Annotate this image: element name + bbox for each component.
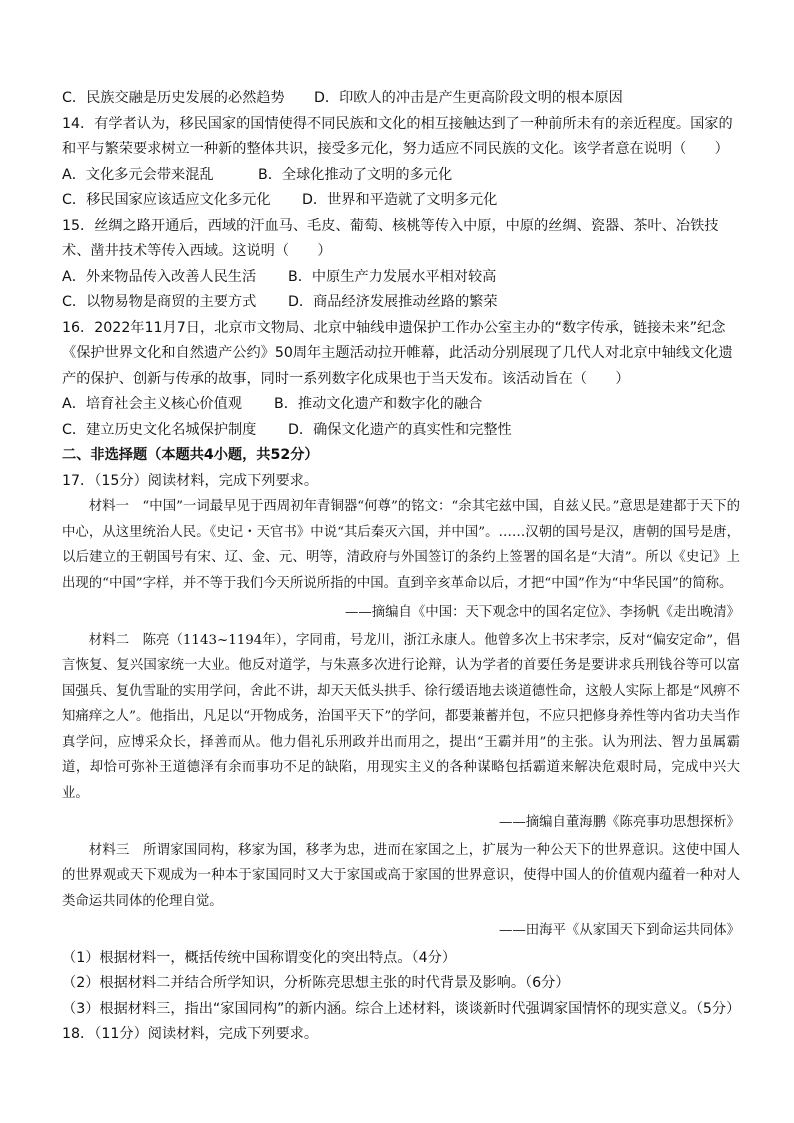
q14-option-c: C．移民国家应该适应文化多元化 [62, 192, 271, 208]
q16-option-c: C．建立历史文化名城保护制度 [62, 421, 257, 438]
q16-option-d: D．确保文化遗产的真实性和完整性 [288, 421, 512, 438]
q13-option-d: D．印欧人的冲击是产生更高阶段文明的根本原因 [314, 90, 623, 106]
q17-material-1: 材料一 “中国”一词最早见于西周初年青铜器“何尊”的铭文：“余其宅兹中国，自兹乂民。”意思是建都于天下的中心，从这里统治人民。《史记・天官书》中说“其后秦灭六国，并中国”。……汉朝的国号是汉，唐朝的国号是唐，以后建立的王朝国号有宋、辽、金、元、明等，清政府与外国签订的条约上签署的国名是“大清”。所以《史记》上出现的“中国”字样，并不等于我们今天所说所指的中国。直到辛亥革命以后，才把“中国”作为“中华民国”的简称。 [62, 499, 740, 591]
q17-requirement-2: （2）根据材料二并结合所学知识，分析陈亮思想主张的时代背景及影响。（6分） [62, 975, 570, 991]
q14-option-b: B．全球化推动了文明的多元化 [258, 166, 453, 183]
q18-stem: 18．（11分）阅读材料，完成下列要求。 [62, 1026, 319, 1042]
q15-stem: 15．丝绸之路开通后，西域的汗血马、毛皮、葡萄、核桃等传入中原，中原的丝绸、瓷器、茶叶、冶铁技术、凿井技术等传入西域。这说明（ ） [62, 217, 719, 259]
q14-options-cd [62, 188, 740, 214]
q17-requirement-3: （3）根据材料三，指出“家国同构”的新内涵。综合上述材料，谈谈新时代强调家国情怀的现实意义。（5分） [62, 1000, 741, 1017]
q13-option-c: C．民族交融是历史发展的必然趋势 [62, 90, 285, 106]
q17-material-3: 材料三 所谓家国同构，移家为国，移孝为忠，进而在家国之上，扩展为一种公天下的世界意识。这使中国人的世界观或天下观成为一种本于家国同时又大于家国或高于家国的世界意识，使得中国人的价值观内蕴着一种对人类命运共同体的伦理自觉。 [62, 842, 740, 909]
q16-option-b: B．推动文化遗产和数字化的融合 [274, 396, 483, 412]
q14-option-a: A．文化多元会带来混乱 [62, 166, 214, 183]
section-heading: 二、非选择题（本题共4小题，共52分） [62, 447, 319, 463]
q17-stem: 17．（15分）阅读材料，完成下列要求。 [62, 472, 319, 489]
exam-page [62, 86, 740, 1048]
q15-option-d: D．商品经济发展推动丝路的繁荣 [288, 294, 498, 310]
q16-options-cd [62, 418, 740, 444]
q17-material-2: 材料二 陈亮（1143~1194年），字同甫，号龙川，浙江永康人。他曾多次上书宋孝宗，反对“偏安定命”，倡言恢复、复兴国家统一大业。他反对道学，与朱熹多次进行论辩，认为学者的首要任务是要讲求兵刑钱谷等可以富国强兵、复仇雪耻的实用学问，舍此不讲，却天天低头拱手、徐行缓语地去谈道德性命，这般人实际上都是“风痹不知痛痒之人”。他指出，凡足以“开物成务，治国平天下”的学问，都要兼蓄并包，不应只把修身养性等内省功夫当作真学问，应博采众长，择善而从。他力倡礼乐刑政并出而用之，提出“王霸并用”的主张。认为刑法、智力虽属霸道，却恰可弥补王道德泽有余而事功不足的缺陷，用现实主义的各种谋略包括霸道来解决危艰时局，完成中兴大业。 [62, 632, 740, 801]
q17-source-1: ——摘编自《中国：天下观念中的国名定位》、李扬帆《走出晚清》 [344, 605, 740, 620]
q16-stem: 16．2022年11月7日，北京市文物局、北京中轴线申遗保护工作办公室主办的“数字传承，链接未来”纪念《保护世界文化和自然遗产公约》50周年主题活动拉开帷幕，此活动分别展现了几代人对北京中轴线文化遗产的保护、创新与传承的故事，同时一系列数字化成果也于当天发布。该活动旨在（ ） [62, 319, 733, 387]
q14-options-ab [62, 163, 740, 189]
q14-stem: 14．有学者认为，移民国家的国情使得不同民族和文化的相互接触达到了一种前所未有的亲近程度。国家的和平与繁荣要求树立一种新的整体共识，接受多元化，努力适应不同民族的文化。该学者意在说明（ ） [62, 115, 733, 157]
q15-option-b: B．中原生产力发展水平相对较高 [288, 268, 497, 285]
q13-options-cd [62, 86, 740, 112]
q14-option-d: D．世界和平造就了文明多元化 [302, 192, 498, 208]
q15-options-cd [62, 290, 740, 316]
q16-option-a: A．培育社会主义核心价值观 [62, 396, 242, 412]
q15-options-ab [62, 265, 740, 291]
q15-option-c: C．以物易物是商贸的主要方式 [62, 294, 257, 310]
q17-requirement-1: （1）根据材料一，概括传统中国称谓变化的突出特点。（4分） [62, 949, 457, 966]
q17-source-2: ——摘编自董海鹏《陈亮事功思想探析》 [498, 815, 740, 830]
q16-options-ab [62, 392, 740, 418]
q17-source-3: ——田海平《从家国天下到命运共同体》 [498, 923, 740, 938]
q15-option-a: A．外来物品传入改善人民生活 [62, 268, 257, 285]
